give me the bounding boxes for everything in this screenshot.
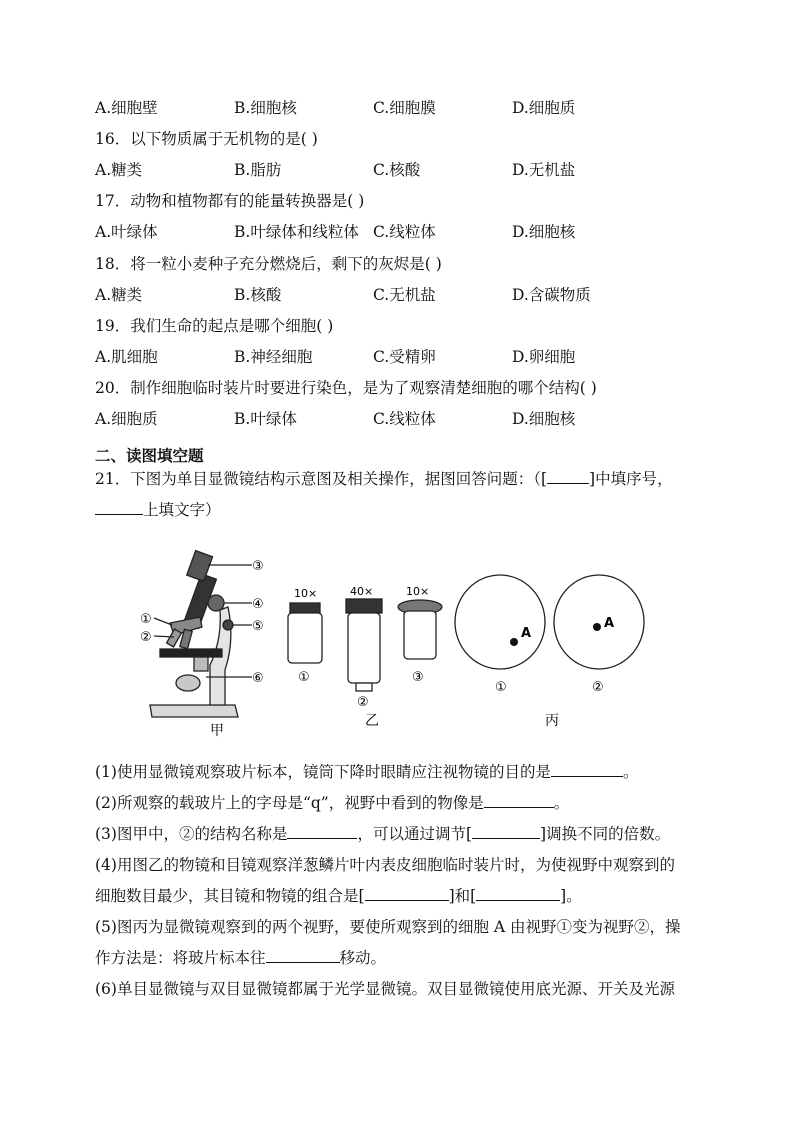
q21-part-1-text: (1)使用显微镜观察玻片标本，镜筒下降时眼睛应注视物镜的目的是 [95, 763, 551, 781]
q21-part-3-blank-b [472, 824, 540, 839]
stage-support [194, 657, 208, 671]
microscope-figure [140, 545, 660, 745]
q16-option-d: D.无机盐 [512, 161, 576, 179]
q20-option-d: D.细胞核 [512, 410, 576, 428]
microscope-diagram [150, 551, 252, 717]
coarse-knob [208, 595, 224, 611]
lens-2-top [346, 599, 382, 613]
label-num-3: ③ [252, 559, 264, 574]
label-yi: 乙 [365, 713, 379, 729]
section-heading: 二、读图填空题 [95, 447, 204, 465]
q21-part-2-end: 。 [553, 794, 570, 812]
q20-options [95, 409, 695, 429]
lens-1-label: ① [298, 670, 310, 685]
fine-knob [223, 620, 233, 630]
field-of-view-2 [554, 575, 644, 669]
label-num-5: ⑤ [252, 619, 264, 634]
q16-option-a: A.糖类 [95, 161, 143, 179]
q20-stem: 20．制作细胞临时装片时要进行染色，是为了观察清楚细胞的哪个结构( ) [95, 379, 597, 397]
q21-part-4-blank-b [476, 886, 560, 901]
q20-option-a: A.细胞质 [95, 410, 158, 428]
q21-stem-line1 [95, 469, 673, 489]
fov-label-2: ② [592, 680, 604, 695]
q21-part-4-blank-a [365, 886, 449, 901]
q21-part-5-text-a: 作方法是：将玻片标本往 [95, 949, 266, 967]
label-num-4: ④ [252, 597, 264, 612]
q18-option-a: A.糖类 [95, 286, 143, 304]
q18-options [95, 285, 695, 305]
q15-option-d: D.细胞质 [512, 99, 576, 117]
q21-part-2-text: (2)所观察的载玻片上的字母是“q”，视野中看到的物像是 [95, 794, 484, 812]
q21-part-2-blank [484, 793, 554, 808]
cell-a-dot-1 [510, 638, 518, 646]
q17-option-c: C.线粒体 [373, 223, 436, 241]
lens-1-body [288, 613, 322, 663]
q19-option-d: D.卵细胞 [512, 348, 576, 366]
q21-part-1 [95, 762, 638, 782]
q17-stem: 17．动物和植物都有的能量转换器是( ) [95, 192, 365, 210]
q20-option-c: C.线粒体 [373, 410, 436, 428]
q19-option-a: A.肌细胞 [95, 348, 158, 366]
q21-part-4-text-c: ]。 [560, 887, 582, 905]
label-num-1: ① [140, 612, 152, 627]
lens-1-top [290, 603, 320, 613]
q17-option-b: B.叶绿体和线粒体 [234, 223, 359, 241]
q16-option-b: B.脂肪 [234, 161, 282, 179]
q21-part-5-text-b: 移动。 [339, 949, 387, 967]
q21-stem-text-end: ]中填序号， [589, 470, 673, 488]
cell-a-label-2: A [604, 616, 615, 631]
q15-option-c: C.细胞膜 [373, 99, 436, 117]
lens-2-body [348, 613, 380, 683]
q21-part-2 [95, 793, 569, 813]
q21-part-4-line1: (4)用图乙的物镜和目镜观察洋葱鳞片叶内表皮细胞临时装片时，为使视野中观察到的 [95, 856, 675, 874]
q21-stem-text: 21．下图为单目显微镜结构示意图及相关操作，据图回答问题：（[ [95, 470, 548, 488]
cell-a-dot-2 [593, 623, 601, 631]
q21-part-1-blank [551, 762, 623, 777]
q21-part-4-text-b: ]和[ [448, 887, 477, 905]
q21-part-4-line2 [95, 886, 582, 906]
q18-stem: 18．将一粒小麦种子充分燃烧后，剩下的灰烬是( ) [95, 255, 442, 273]
q18-option-c: C.无机盐 [373, 286, 436, 304]
q16-option-c: C.核酸 [373, 161, 421, 179]
label-num-6: ⑥ [252, 671, 264, 686]
q21-part-6-line1: (6)单目显微镜与双目显微镜都属于光学显微镜。双目显微镜使用底光源、开关及光源 [95, 980, 675, 998]
microscope-stage [160, 649, 222, 657]
label-bing: 丙 [545, 713, 559, 729]
objective-lens-a [167, 629, 182, 647]
q16-options [95, 160, 695, 180]
q19-stem: 19．我们生命的起点是哪个细胞( ) [95, 317, 334, 335]
lens-2-magnification: 40× [350, 585, 374, 598]
q21-part-5-line2 [95, 948, 386, 968]
q19-option-b: B.神经细胞 [234, 348, 313, 366]
q21-stem-blank-number [547, 469, 589, 484]
q21-part-3 [95, 824, 670, 844]
q21-stem-line2-text: 上填文字） [143, 501, 221, 519]
microscope-base [150, 705, 238, 717]
q21-part-3-text-a: (3)图甲中，②的结构名称是 [95, 825, 288, 843]
lens-2-label: ② [357, 695, 369, 710]
q15-options [95, 98, 695, 118]
q21-part-1-end: 。 [622, 763, 639, 781]
q16-stem: 16．以下物质属于无机物的是( ) [95, 130, 318, 148]
q18-option-d: D.含碳物质 [512, 286, 591, 304]
q21-stem-blank-text [95, 500, 143, 515]
q21-part-4-text-a: 细胞数目最少，其目镜和物镜的组合是[ [95, 887, 365, 905]
lens-2-tip [356, 683, 372, 691]
q21-part-3-blank-a [287, 824, 357, 839]
q21-part-3-text-b: ，可以通过调节[ [357, 825, 473, 843]
q15-option-a: A.细胞壁 [95, 99, 158, 117]
q17-option-d: D.细胞核 [512, 223, 576, 241]
lens-1-magnification: 10× [294, 587, 318, 600]
q21-stem-line2 [95, 500, 221, 520]
q15-option-b: B.细胞核 [234, 99, 297, 117]
microscope-mirror [176, 675, 200, 691]
lens-3-magnification: 10× [406, 585, 430, 598]
lens-3-label: ③ [412, 670, 424, 685]
fov-label-1: ① [495, 680, 507, 695]
microscope-figure-svg [140, 545, 660, 745]
cell-a-label-1: A [521, 626, 532, 641]
label-jia: 甲 [210, 723, 224, 739]
q21-part-3-text-c: ]调换不同的倍数。 [540, 825, 671, 843]
q20-option-b: B.叶绿体 [234, 410, 297, 428]
q19-option-c: C.受精卵 [373, 348, 436, 366]
q17-option-a: A.叶绿体 [95, 223, 158, 241]
q17-options [95, 222, 695, 242]
field-of-view-1 [455, 575, 545, 669]
q21-part-5-blank [266, 948, 340, 963]
label-num-2: ② [140, 630, 152, 645]
q18-option-b: B.核酸 [234, 286, 282, 304]
q19-options [95, 347, 695, 367]
lens-3-body [404, 611, 436, 659]
q21-part-5-line1: (5)图丙为显微镜观察到的两个视野，要使所观察到的细胞 A 由视野①变为视野②，操 [95, 918, 681, 936]
